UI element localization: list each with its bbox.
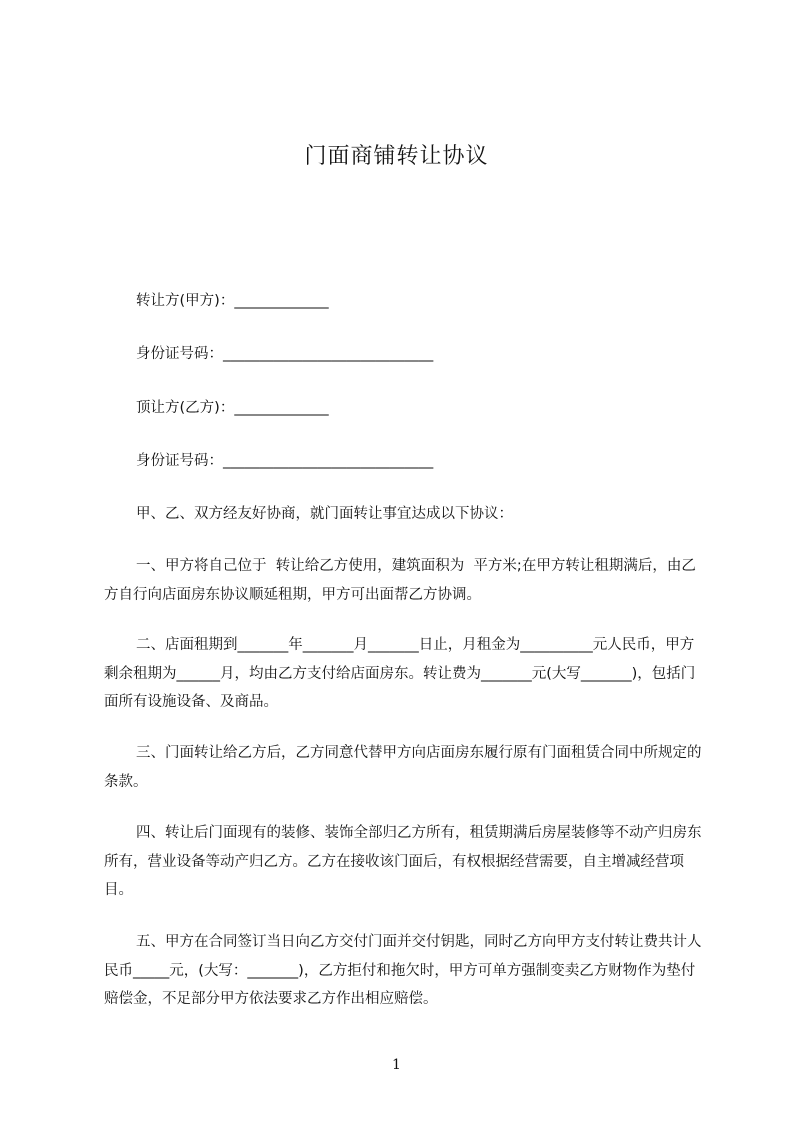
- clause-3: 三、门面转让给乙方后，乙方同意代替甲方向店面房东履行原有门面租赁合同中所规定的条款。: [104, 745, 702, 790]
- transferor-id-label: 身份证号码：: [136, 346, 223, 362]
- intro-paragraph: 甲、乙、双方经友好协商，就门面转让事宜达成以下协议：: [136, 506, 513, 522]
- transferor-field: [136, 291, 329, 311]
- transferor-id-field: [136, 344, 433, 364]
- transferee-id-label: 身份证号码：: [136, 453, 223, 469]
- clause-1: 一、甲方将自己位于 转让给乙方使用，建筑面积为 平方米;在甲方转让租期满后，由乙方自行向店面房东协议顺延租期，甲方可出面帮乙方协调。: [104, 558, 696, 603]
- clause-5: 五、甲方在合同签订当日向乙方交付门面并交付钥匙，同时乙方向甲方支付转让费共计人民币_____元，(大写：_______)，乙方拒付和拖欠时，甲方可单方强制变卖乙方财物作为垫付赔偿金，不足部分甲方依法要求乙方作出相应赔偿。: [104, 934, 702, 1007]
- transferee-id-field: [136, 451, 433, 471]
- clause-2: 二、店面租期到_______年_______月_______日止，月租金为__________元人民币，甲方剩余租期为______月，均由乙方支付给店面房东。转让费为_______元(大写_______)，包括门面所有设施设备、及商品。: [104, 637, 696, 710]
- document-title: 门面商铺转让协议: [304, 144, 489, 169]
- clause-4: 四、转让后门面现有的装修、装饰全部归乙方所有，租赁期满后房屋装修等不动产归房东所有，营业设备等动产归乙方。乙方在接收该门面后，有权根据经营需要，自主增减经营项目。: [104, 825, 702, 898]
- page-number: 1: [392, 1057, 401, 1073]
- transferee-blank: _____________: [234, 400, 329, 416]
- transferor-id-blank: _____________________________: [223, 346, 434, 362]
- transferee-id-blank: _____________________________: [223, 453, 434, 469]
- transferee-field: [136, 398, 329, 418]
- transferee-label: 顶让方(乙方)：: [136, 400, 235, 416]
- transferor-blank: _____________: [234, 293, 329, 309]
- transferor-label: 转让方(甲方)：: [136, 293, 235, 309]
